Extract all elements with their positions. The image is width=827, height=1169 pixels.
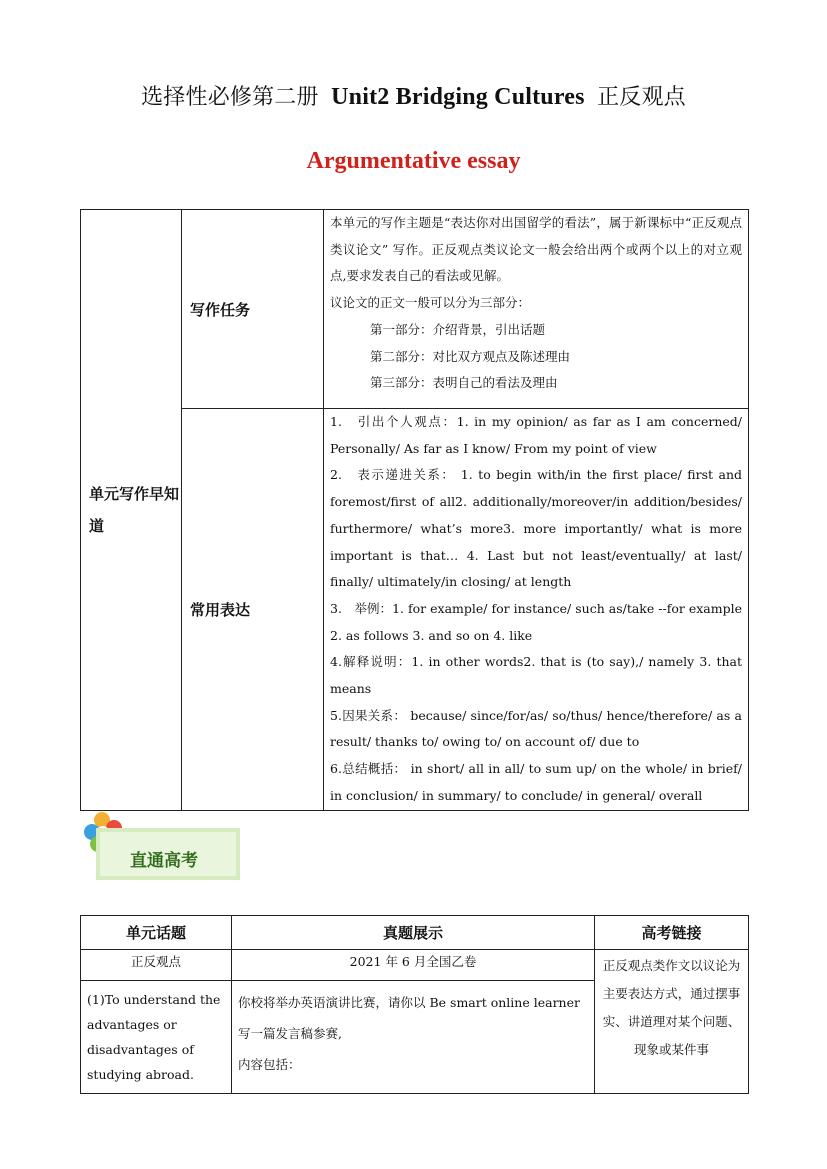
badge-label: 直通高考 (130, 851, 198, 871)
title-cn-left: 选择性必修第二册 (141, 85, 319, 110)
header-exam: 真题展示 (232, 916, 595, 950)
row-label-expressions: 常用表达 (182, 409, 324, 811)
header-link: 高考链接 (595, 916, 749, 950)
link-cell: 正反观点类作文以议论为主要表达方式，通过摆事实、讲道理对某个问题、现象或某件事 (595, 950, 749, 1094)
task-part: 第二部分：对比双方观点及陈述理由 (370, 348, 571, 364)
title-en: Unit2 Bridging Cultures (331, 84, 585, 110)
task-content (324, 210, 749, 409)
expression-item: 6.总结概括： in short/ all in all/ to sum up/ on the whole/ in brief/ in conclusion/ in summary/ to conclude/ in general/ overall (330, 761, 742, 803)
page-subtitle: Argumentative essay (306, 148, 521, 174)
exam-badge (80, 808, 246, 886)
row-label-task: 写作任务 (182, 210, 324, 409)
exam-title-cell: 2021 年 6 月全国乙卷 (232, 950, 595, 981)
exam-table (80, 915, 749, 1094)
title-cn-right: 正反观点 (597, 85, 686, 110)
expression-item: 1. 引出个人观点：1. in my opinion/ as far as I am concerned/ Personally/ As far as I know/ From my point of view (330, 414, 742, 456)
task-line: 议论文的正文一般可以分为三部分： (330, 295, 531, 311)
exam-content-cell (232, 981, 595, 1094)
section-label: 单元写作早知道 (81, 210, 182, 811)
exam-line: 内容包括： (238, 1057, 301, 1072)
task-part: 第一部分：介绍背景，引出话题 (370, 321, 546, 337)
page-title (0, 80, 827, 111)
expression-item: 2. 表示递进关系： 1. to begin with/in the first place/ first and foremost/first of all2. additionally/moreover/in addition/besides/ furthermore/ what’s more3. more importantly/ what is more important is that… 4. Last but not least/eventually/ at last/ finally/ ultimately/in closing/ at length (330, 467, 742, 590)
header-topic: 单元话题 (81, 916, 232, 950)
task-line: 本单元的写作主题是“表达你对出国留学的看法”，属于新课标中“正反观点类议论文” 写作。正反观点类议论文一般会给出两个或两个以上的对立观点,要求发表自己的看法或见解。 (330, 215, 742, 284)
exam-line: 你校将举办英语演讲比赛，请你以 Be smart online learner 写一篇发言稿参赛, (238, 995, 580, 1041)
expression-item: 5.因果关系： because/ since/for/as/ so/thus/ hence/therefore/ as a result/ thanks to/ owing to/ on account of/ due to (330, 707, 742, 750)
task-part: 第三部分：表明自己的看法及理由 (370, 375, 558, 391)
expression-item: 4.解释说明：1. in other words2. that is (to say),/ namely 3. that means (330, 654, 742, 697)
unit-writing-table (80, 209, 749, 811)
topic-detail-cell: (1)To understand the advantages or disadvantages of studying abroad. (81, 981, 232, 1094)
expressions-content (324, 409, 749, 811)
expression-item: 3. 举例：1. for example/ for instance/ such as/take --for example 2. as follows 3. and so on 4. like (330, 600, 742, 643)
topic-cell: 正反观点 (81, 950, 232, 981)
